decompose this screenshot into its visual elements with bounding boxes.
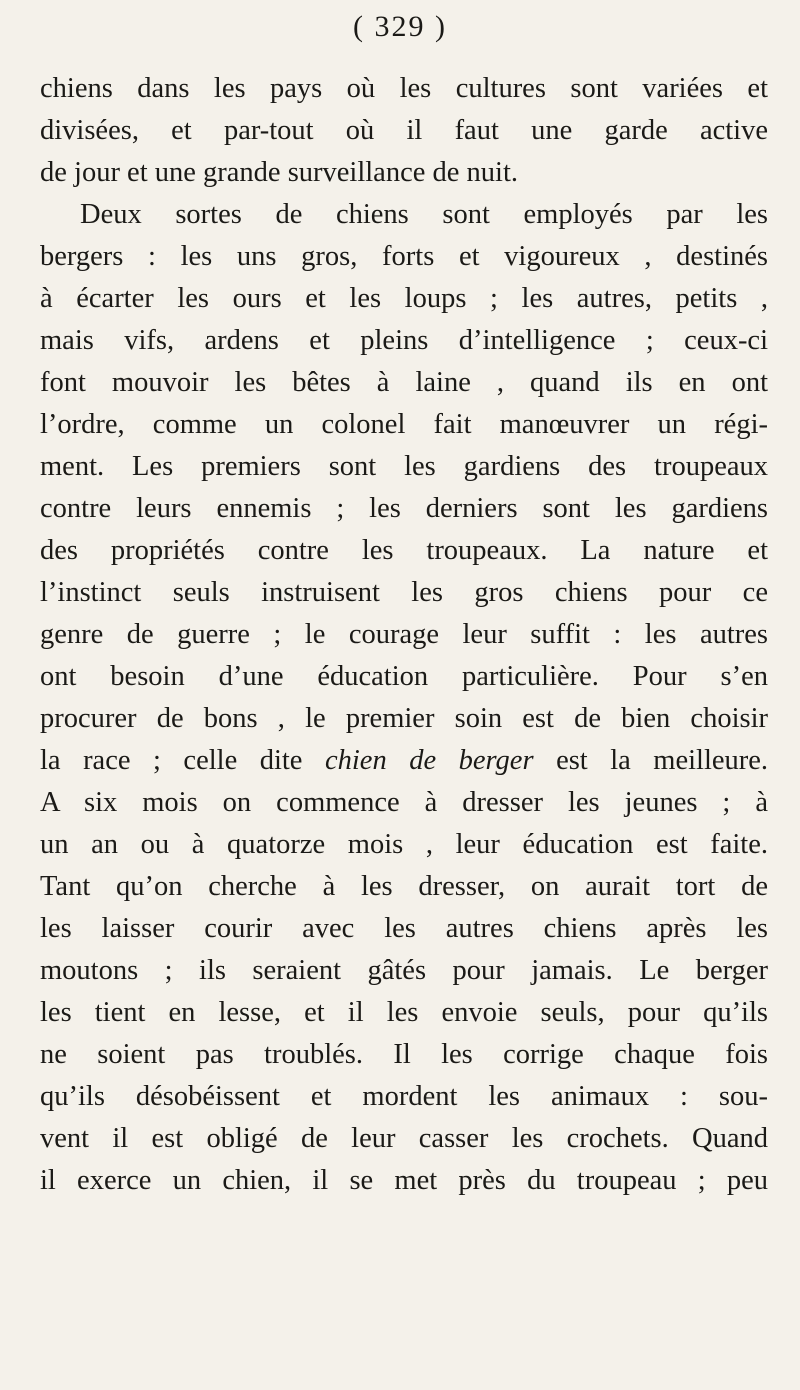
text-line: moutons ; ils seraient gâtés pour jamais. Le berger [40, 955, 768, 986]
text-segment: est la meilleure. [556, 745, 768, 776]
text-line: de jour et une grande surveillance de nuit. [40, 157, 518, 188]
paragraph-start-line: Deux sortes de chiens sont employés par les [80, 199, 768, 230]
text-line: les tient en lesse, et il les envoie seuls, pour qu’ils [40, 997, 768, 1028]
body-text [40, 68, 768, 1202]
text-line: procurer de bons , le premier soin est de bien choisir [40, 703, 768, 734]
text-line: à écarter les ours et les loups ; les autres, petits , [40, 283, 768, 314]
text-line: ment. Les premiers sont les gardiens des troupeaux [40, 451, 768, 482]
text-line: divisées, et par-tout où il faut une garde active [40, 115, 768, 146]
text-line: genre de guerre ; le courage leur suffit : les autres [40, 619, 768, 650]
text-line: ont besoin d’une éducation particulière. Pour s’en [40, 661, 768, 692]
text-line: ne soient pas troublés. Il les corrige chaque fois [40, 1039, 768, 1070]
text-line: l’instinct seuls instruisent les gros chiens pour ce [40, 577, 768, 608]
text-segment: la race ; celle dite [40, 745, 303, 776]
text-line: A six mois on commence à dresser les jeunes ; à [40, 787, 768, 818]
text-line: bergers : les uns gros, forts et vigoureux , destinés [40, 241, 768, 272]
text-line: vent il est obligé de leur casser les crochets. Quand [40, 1123, 768, 1154]
text-line: font mouvoir les bêtes à laine , quand ils en ont [40, 367, 768, 398]
text-line: il exerce un chien, il se met près du troupeau ; peu [40, 1165, 768, 1196]
italic-term: chien de berger [324, 745, 534, 776]
text-line: qu’ils désobéissent et mordent les animaux : sou- [40, 1081, 768, 1112]
text-line: un an ou à quatorze mois , leur éducation est faite. [40, 829, 768, 860]
text-line: Tant qu’on cherche à les dresser, on aurait tort de [40, 871, 768, 902]
text-line: mais vifs, ardens et pleins d’intelligence ; ceux-ci [40, 325, 768, 356]
text-line: les laisser courir avec les autres chiens après les [40, 913, 768, 944]
text-line-with-italic [40, 740, 768, 782]
text-line: contre leurs ennemis ; les derniers sont les gardiens [40, 493, 768, 524]
page-number: ( 329 ) [353, 10, 447, 43]
text-line: des propriétés contre les troupeaux. La nature et [40, 535, 768, 566]
text-line: chiens dans les pays où les cultures sont variées et [40, 73, 768, 104]
text-line: l’ordre, comme un colonel fait manœuvrer un régi- [40, 409, 768, 440]
